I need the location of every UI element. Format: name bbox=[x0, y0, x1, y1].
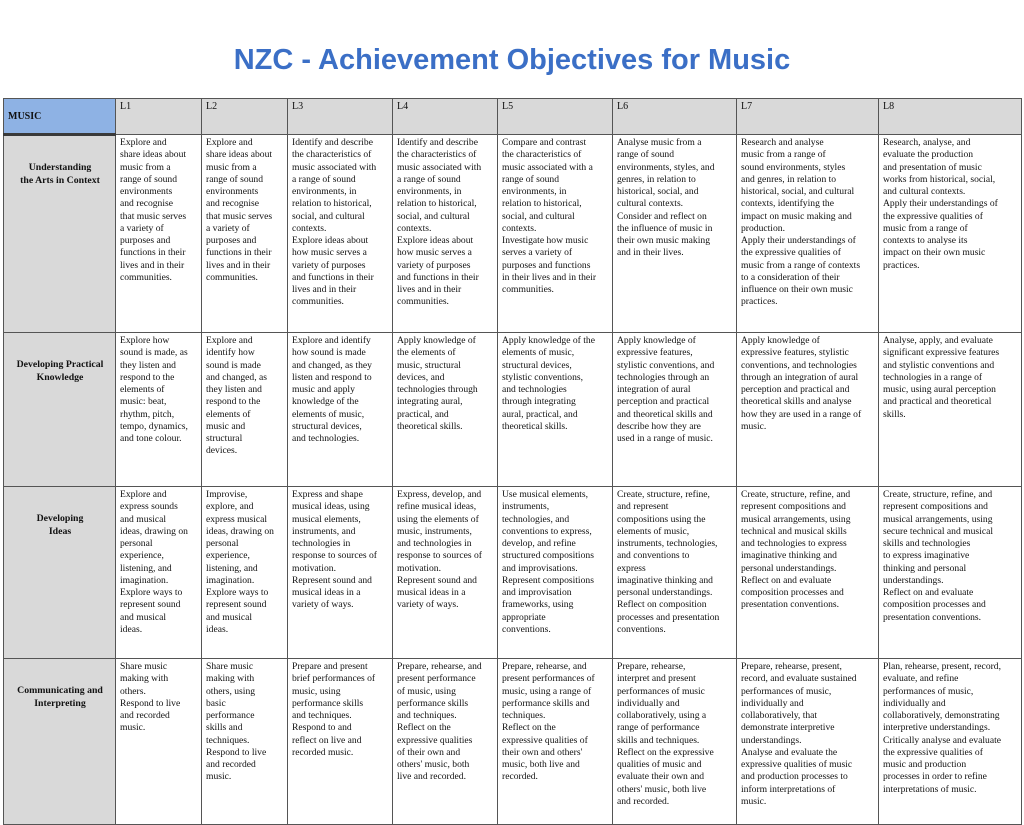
objective-cell: Identify and describe the characteristics of music associated with a range of sound environments, in relation to historical, social, and cultural contexts. Explore ideas about how music serves a variety of purposes and functions in their lives and in their communities. bbox=[288, 135, 393, 333]
objective-cell: Research and analyse music from a range of sound environments, styles and genres, in relation to historical, social, and cultural contexts, identifying the impact on music making and production. Apply their understandings of the expressive qualities of music from a range of contexts to a consideration of their influence on their own music practices. bbox=[737, 135, 879, 333]
strand-heading: Developing Ideas bbox=[4, 487, 116, 659]
objective-cell: Explore how sound is made, as they listen and respond to the elements of music: beat, rhythm, pitch, tempo, dynamics, and tone colour. bbox=[116, 333, 202, 487]
strand-heading: Communicating and Interpreting bbox=[4, 659, 116, 825]
objective-cell: Create, structure, refine, and represent compositions and musical arrangements, using secure technical and musical skills and technologies to express imaginative thinking and personal understandings. Reflect on and evaluate composition processes and presentation conventions. bbox=[879, 487, 1022, 659]
objective-cell: Apply knowledge of expressive features, stylistic conventions, and technologies through an integration of aural perception and practical and theoretical skills and describe how they are used in a range of music. bbox=[613, 333, 737, 487]
objective-cell: Analyse music from a range of sound environments, styles, and genres, in relation to historical, social, and cultural contexts. Consider and reflect on the influence of music in their own music making and in their lives. bbox=[613, 135, 737, 333]
objective-cell: Research, analyse, and evaluate the production and presentation of music works from historical, social, and cultural contexts. Apply their understandings of the expressive qualities of music from a range of contexts to analyse its impact on their own music practices. bbox=[879, 135, 1022, 333]
objective-cell: Apply knowledge of the elements of music, structural devices, stylistic conventions, and technologies through integrating aural, practical, and theoretical skills. bbox=[498, 333, 613, 487]
objective-cell: Express, develop, and refine musical ideas, using the elements of music, instruments, and technologies in response to sources of motivation. Represent sound and musical ideas in a variety of ways. bbox=[393, 487, 498, 659]
objective-cell: Improvise, explore, and express musical ideas, drawing on personal experience, listening, and imagination. Explore ways to represent sound and musical ideas. bbox=[202, 487, 288, 659]
strand-heading: Developing Practical Knowledge bbox=[4, 333, 116, 487]
objective-cell: Explore and express sounds and musical ideas, drawing on personal experience, listening, and imagination. Explore ways to represent sound and musical ideas. bbox=[116, 487, 202, 659]
level-header-l5: L5 bbox=[498, 99, 613, 135]
level-header-l1: L1 bbox=[116, 99, 202, 135]
objective-cell: Use musical elements, instruments, technologies, and conventions to express, develop, and refine structured compositions and improvisations. Represent compositions and improvisation frameworks, using appropriate conventions. bbox=[498, 487, 613, 659]
objective-cell: Create, structure, refine, and represent compositions using the elements of music, instruments, technologies, and conventions to express imaginative thinking and personal understandings. Reflect on composition processes and presentation conventions. bbox=[613, 487, 737, 659]
page-title: NZC - Achievement Objectives for Music bbox=[233, 44, 791, 76]
objective-cell: Explore and share ideas about music from a range of sound environments and recognise that music serves a variety of purposes and functions in their lives and in their communities. bbox=[116, 135, 202, 333]
level-header-l8: L8 bbox=[879, 99, 1022, 135]
objective-cell: Plan, rehearse, present, record, evaluate, and refine performances of music, individually and collaboratively, demonstrating interpretive understandings. Critically analyse and evaluate the expressive qualities of music and production processes in order to refine interpretations of music. bbox=[879, 659, 1022, 825]
level-header-l7: L7 bbox=[737, 99, 879, 135]
objective-cell: Explore and identify how sound is made and changed, as they listen and respond to music and apply knowledge of the elements of music, structural devices, and technologies. bbox=[288, 333, 393, 487]
objective-cell: Express and shape musical ideas, using musical elements, instruments, and technologies in response to sources of motivation. Represent sound and musical ideas in a variety of ways. bbox=[288, 487, 393, 659]
level-header-l6: L6 bbox=[613, 99, 737, 135]
table-corner-label: MUSIC bbox=[4, 99, 116, 135]
objective-cell: Prepare, rehearse, present, record, and evaluate sustained performances of music, individually and collaboratively, that demonstrate interpretive understandings. Analyse and evaluate the expressive qualities of music and production processes to inform interpretations of music. bbox=[737, 659, 879, 825]
objective-cell: Explore and identify how sound is made and changed, as they listen and respond to the elements of music and structural devices. bbox=[202, 333, 288, 487]
objective-cell: Prepare, rehearse, and present performances of music, using a range of performance skills and techniques. Reflect on the expressive qualities of their own and others' music, both live and recorded. bbox=[498, 659, 613, 825]
level-header-l3: L3 bbox=[288, 99, 393, 135]
objective-cell: Explore and share ideas about music from a range of sound environments and recognise that music serves a variety of purposes and functions in their lives and in their communities. bbox=[202, 135, 288, 333]
table-row-developing-ideas bbox=[4, 487, 1022, 659]
objective-cell: Create, structure, refine, and represent compositions and musical arrangements, using technical and musical skills and technologies to express imaginative thinking and personal understandings. Reflect on and evaluate composition processes and presentation conventions. bbox=[737, 487, 879, 659]
objective-cell: Prepare, rehearse, and present performance of music, using performance skills and techniques. Reflect on the expressive qualities of their own and others' music, both live and recorded. bbox=[393, 659, 498, 825]
objective-cell: Compare and contrast the characteristics of music associated with a range of sound environments, in relation to historical, social, and cultural contexts. Investigate how music serves a variety of purposes and functions in their lives and in their communities. bbox=[498, 135, 613, 333]
objective-cell: Apply knowledge of the elements of music, structural devices, and technologies through integrating aural, practical, and theoretical skills. bbox=[393, 333, 498, 487]
level-header-l2: L2 bbox=[202, 99, 288, 135]
objective-cell: Prepare and present brief performances of music, using performance skills and techniques. Respond to and reflect on live and recorded music. bbox=[288, 659, 393, 825]
objective-cell: Share music making with others, using basic performance skills and techniques. Respond to live and recorded music. bbox=[202, 659, 288, 825]
objective-cell: Share music making with others. Respond to live and recorded music. bbox=[116, 659, 202, 825]
objective-cell: Analyse, apply, and evaluate significant expressive features and stylistic conventions and technologies in a range of music, using aural perception and practical and theoretical skills. bbox=[879, 333, 1022, 487]
objective-cell: Apply knowledge of expressive features, stylistic conventions, and technologies through an integration of aural perception and practical and theoretical skills and analyse how they are used in a range of music. bbox=[737, 333, 879, 487]
objective-cell: Prepare, rehearse, interpret and present performances of music individually and collaboratively, using a range of performance skills and techniques. Reflect on the expressive qualities of music and evaluate their own and others' music, both live and recorded. bbox=[613, 659, 737, 825]
achievement-objectives-table bbox=[3, 98, 1022, 825]
level-header-row bbox=[4, 99, 1022, 135]
strand-heading: Understanding the Arts in Context bbox=[4, 135, 116, 333]
table-row-understanding-arts bbox=[4, 135, 1022, 333]
table-row-communicating bbox=[4, 659, 1022, 825]
objective-cell: Identify and describe the characteristics of music associated with a range of sound environments, in relation to historical, social, and cultural contexts. Explore ideas about how music serves a variety of purposes and functions in their lives and in their communities. bbox=[393, 135, 498, 333]
table-row-practical-knowledge bbox=[4, 333, 1022, 487]
level-header-l4: L4 bbox=[393, 99, 498, 135]
